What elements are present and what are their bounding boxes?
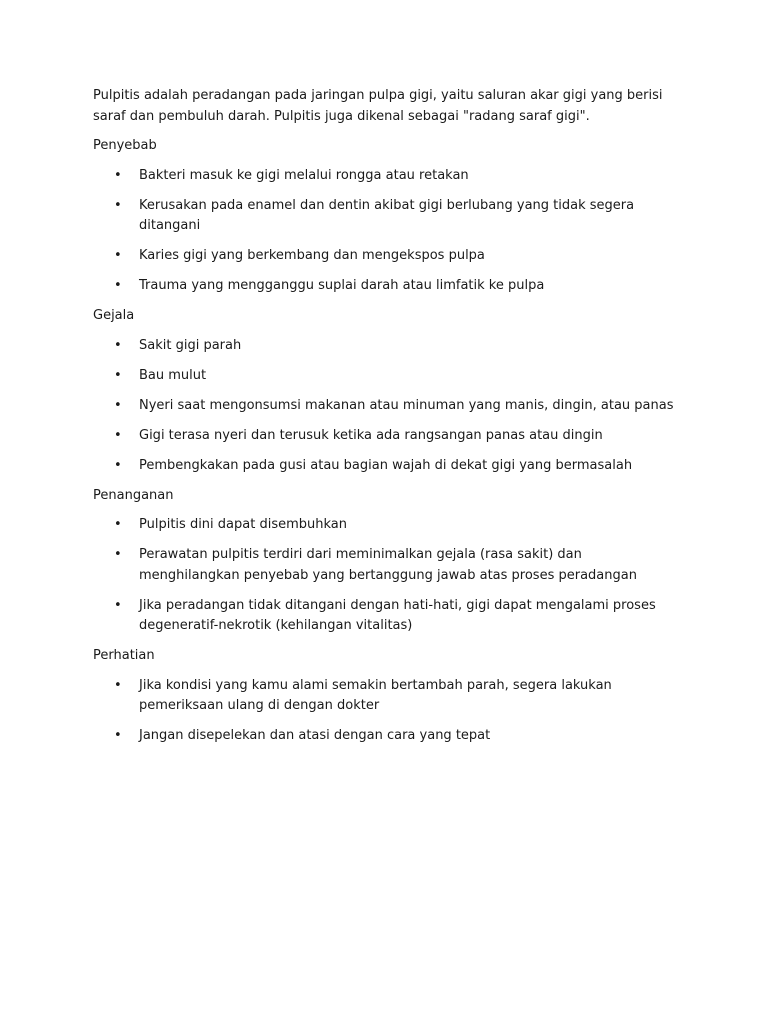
list-item bbox=[93, 246, 683, 267]
bullet-icon: • bbox=[114, 248, 122, 263]
list-item-text: Pembengkakan pada gusi atau bagian wajah di dekat gigi yang bermasalah bbox=[139, 457, 633, 473]
list-item bbox=[93, 545, 683, 586]
list-item bbox=[93, 396, 683, 417]
section-perhatian bbox=[93, 646, 683, 747]
bullet-icon: • bbox=[114, 197, 122, 213]
list-item bbox=[93, 676, 683, 717]
list-item bbox=[93, 456, 683, 477]
bullet-icon: • bbox=[114, 278, 122, 293]
list-item-text: Sakit gigi parah bbox=[139, 337, 242, 353]
bullet-list bbox=[93, 336, 683, 477]
bullet-icon: • bbox=[114, 427, 122, 443]
section-penanganan bbox=[93, 486, 683, 637]
list-item-text: Karies gigi yang berkembang dan mengekspos pulpa bbox=[139, 248, 485, 263]
list-item bbox=[93, 426, 683, 447]
section-penyebab bbox=[93, 136, 683, 297]
list-item-text: Gigi terasa nyeri dan terusuk ketika ada rangsangan panas atau dingin bbox=[139, 427, 603, 443]
section-gejala bbox=[93, 306, 683, 476]
section-heading: Gejala bbox=[93, 308, 135, 323]
list-item bbox=[93, 596, 683, 637]
list-item-text: Kerusakan pada enamel dan dentin akibat gigi berlubang yang tidak segera ditangani bbox=[139, 197, 635, 233]
bullet-list bbox=[93, 166, 683, 297]
list-item-text: Bau mulut bbox=[139, 367, 207, 383]
bullet-icon: • bbox=[114, 677, 122, 693]
list-item-text: Jangan disepelekan dan atasi dengan cara yang tepat bbox=[139, 728, 491, 743]
list-item bbox=[93, 515, 683, 536]
bullet-icon: • bbox=[114, 457, 122, 473]
bullet-icon: • bbox=[114, 397, 122, 413]
bullet-icon: • bbox=[114, 547, 122, 562]
list-item-text: Jika peradangan tidak ditangani dengan hati-hati, gigi dapat mengalami proses degeneratif-nekrotik (kehilangan vitalitas) bbox=[139, 597, 656, 633]
document-page bbox=[93, 86, 683, 756]
list-item-text: Jika kondisi yang kamu alami semakin bertambah parah, segera lakukan pemeriksaan ulang di dengan dokter bbox=[139, 677, 612, 713]
list-item bbox=[93, 336, 683, 357]
bullet-icon: • bbox=[114, 597, 122, 613]
section-heading: Penanganan bbox=[93, 487, 174, 503]
bullet-icon: • bbox=[114, 367, 122, 383]
list-item-text: Bakteri masuk ke gigi melalui rongga atau retakan bbox=[139, 167, 469, 183]
section-heading: Penyebab bbox=[93, 138, 157, 153]
list-item bbox=[93, 726, 683, 747]
bullet-list bbox=[93, 676, 683, 747]
list-item bbox=[93, 166, 683, 187]
list-item bbox=[93, 276, 683, 297]
bullet-icon: • bbox=[114, 517, 122, 532]
bullet-list bbox=[93, 515, 683, 637]
bullet-icon: • bbox=[114, 167, 122, 183]
list-item-text: Perawatan pulpitis terdiri dari meminimalkan gejala (rasa sakit) dan menghilangkan penyebab yang bertanggung jawab atas proses peradangan bbox=[139, 547, 637, 583]
list-item-text: Nyeri saat mengonsumsi makanan atau minuman yang manis, dingin, atau panas bbox=[139, 397, 674, 413]
intro-paragraph: Pulpitis adalah peradangan pada jaringan pulpa gigi, yaitu saluran akar gigi yang berisi saraf dan pembuluh darah. Pulpitis juga dikenal sebagai "radang saraf gigi". bbox=[93, 88, 663, 124]
section-heading: Perhatian bbox=[93, 648, 155, 663]
list-item-text: Trauma yang mengganggu suplai darah atau limfatik ke pulpa bbox=[139, 278, 545, 293]
bullet-icon: • bbox=[114, 728, 122, 743]
bullet-icon: • bbox=[114, 337, 122, 353]
list-item-text: Pulpitis dini dapat disembuhkan bbox=[139, 517, 347, 532]
list-item bbox=[93, 196, 683, 237]
list-item bbox=[93, 366, 683, 387]
